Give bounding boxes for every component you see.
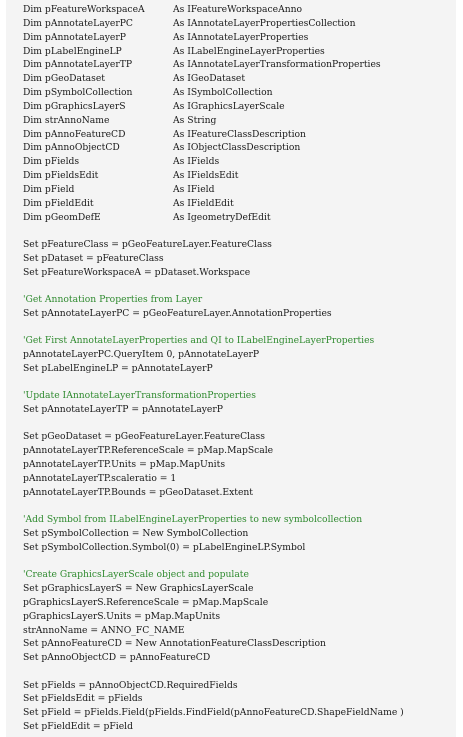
code-line bbox=[23, 3, 456, 17]
code-line: Set pSymbolCollection.Symbol(0) = pLabelEngineLP.Symbol bbox=[23, 541, 306, 553]
code-line bbox=[23, 183, 456, 197]
declaration-name: Dim pLabelEngineLP bbox=[23, 45, 122, 57]
code-block bbox=[23, 334, 456, 376]
code-block bbox=[23, 513, 456, 555]
code-line: pAnnotateLayerTP.ReferenceScale = pMap.MapScale bbox=[23, 445, 274, 457]
code-line bbox=[23, 86, 456, 100]
declaration-type: As String bbox=[173, 114, 217, 126]
blank-line bbox=[23, 665, 456, 679]
code-line: pAnnotateLayerPC.QueryItem 0, pAnnotateLayerP bbox=[23, 349, 260, 361]
declaration-name: Dim pGeomDefE bbox=[23, 211, 101, 223]
code-line: Set pField = pFields.Field(pFields.FindField(pAnnoFeatureCD.ShapeFieldName ) bbox=[23, 707, 404, 719]
declaration-name: Dim pFields bbox=[23, 156, 80, 168]
blank-line bbox=[23, 417, 456, 431]
code-block bbox=[23, 679, 456, 734]
declaration-type: As IFeatureWorkspaceAnno bbox=[173, 4, 303, 15]
code-block bbox=[23, 293, 456, 321]
declaration-name: Dim pAnnotateLayerTP bbox=[23, 59, 133, 71]
declaration-type: As IField bbox=[173, 183, 215, 195]
code-line: Set pGeoDataset = pGeoFeatureLayer.FeatureClass bbox=[23, 431, 265, 443]
code-line: Set pFields = pAnnoObjectCD.RequiredFields bbox=[23, 679, 238, 691]
code-line: pAnnotateLayerTP.Units = pMap.MapUnits bbox=[23, 459, 226, 471]
declaration-name: Dim pGeoDataset bbox=[23, 73, 105, 85]
blank-line bbox=[23, 376, 456, 390]
code-line: Set pAnnoObjectCD = pAnnoFeatureCD bbox=[23, 652, 211, 664]
code-line bbox=[23, 72, 456, 86]
declaration-type: As IFields bbox=[173, 156, 220, 168]
code-line: pAnnotateLayerTP.scaleratio = 1 bbox=[23, 472, 177, 484]
blank-line bbox=[23, 321, 456, 335]
code-line bbox=[23, 197, 456, 211]
code-line: Set pDataset = pFeatureClass bbox=[23, 252, 164, 264]
code-line: Set pFieldsEdit = pFields bbox=[23, 693, 143, 705]
declaration-type: As IAnnotateLayerProperties bbox=[173, 31, 309, 43]
declaration-type: As IAnnotateLayerPropertiesCollection bbox=[173, 17, 356, 29]
code-line: Set pFeatureWorkspaceA = pDataset.Workspace bbox=[23, 266, 251, 278]
code-comment: 'Update IAnnotateLayerTransformationProperties bbox=[23, 390, 256, 402]
declaration-type: As IObjectClassDescription bbox=[173, 142, 301, 154]
code-block bbox=[23, 238, 456, 280]
declaration-name: Dim pGraphicsLayerS bbox=[23, 100, 126, 112]
declaration-name: Dim pFieldsEdit bbox=[23, 170, 99, 182]
code-line bbox=[23, 211, 456, 225]
code-comment: 'Create GraphicsLayerScale object and populate bbox=[23, 569, 249, 581]
declaration-name: Dim pSymbolCollection bbox=[23, 87, 133, 99]
blank-line bbox=[23, 280, 456, 294]
declaration-name: Dim pAnnoObjectCD bbox=[23, 142, 120, 154]
code-line bbox=[23, 141, 456, 155]
declaration-name: Dim pFeatureWorkspaceA bbox=[23, 4, 145, 15]
code-line: Set pLabelEngineLP = pAnnotateLayerP bbox=[23, 362, 213, 374]
code-panel bbox=[6, 0, 456, 737]
code-line bbox=[23, 17, 456, 31]
declaration-name: Dim strAnnoName bbox=[23, 114, 110, 126]
code-line: strAnnoName = ANNO_FC_NAME bbox=[23, 624, 185, 636]
code-line: Set pAnnotateLayerPC = pGeoFeatureLayer.AnnotationProperties bbox=[23, 307, 332, 319]
declaration-type: As IgeometryDefEdit bbox=[173, 211, 271, 223]
code-comment: 'Get First AnnotateLayerProperties and QI to ILabelEngineLayerProperties bbox=[23, 335, 375, 347]
declaration-name: Dim pFieldEdit bbox=[23, 197, 94, 209]
declarations-section bbox=[23, 3, 456, 225]
code-line bbox=[23, 100, 456, 114]
code-line bbox=[23, 31, 456, 45]
code-line bbox=[23, 45, 456, 59]
code-line: Set pSymbolCollection = New SymbolCollection bbox=[23, 528, 249, 539]
code-block bbox=[23, 430, 456, 499]
declaration-type: As ISymbolCollection bbox=[173, 87, 273, 99]
declaration-type: As IFeatureClassDescription bbox=[173, 128, 306, 140]
blank-line bbox=[23, 225, 456, 239]
code-line: pAnnotateLayerTP.Bounds = pGeoDataset.Extent bbox=[23, 486, 253, 498]
code-line bbox=[23, 114, 456, 128]
code-block bbox=[23, 568, 456, 665]
code-line: Set pAnnotateLayerTP = pAnnotateLayerP bbox=[23, 404, 223, 416]
code-line bbox=[23, 128, 456, 142]
code-line bbox=[23, 169, 456, 183]
code-line: Set pFeatureClass = pGeoFeatureLayer.FeatureClass bbox=[23, 239, 272, 250]
blank-line bbox=[23, 500, 456, 514]
code-block bbox=[23, 389, 456, 417]
declaration-type: As IFieldsEdit bbox=[173, 170, 239, 182]
declaration-type: As IGeoDataset bbox=[173, 73, 246, 85]
code-line: Set pAnnoFeatureCD = New AnnotationFeatureClassDescription bbox=[23, 638, 326, 650]
code-line bbox=[23, 58, 456, 72]
code-line: Set pGraphicsLayerS = New GraphicsLayerScale bbox=[23, 583, 254, 595]
declaration-name: Dim pAnnotateLayerP bbox=[23, 31, 126, 43]
code-line bbox=[23, 155, 456, 169]
declaration-type: As IGraphicsLayerScale bbox=[173, 100, 285, 112]
code-comment: 'Get Annotation Properties from Layer bbox=[23, 294, 203, 306]
code-line: Set pFieldEdit = pField bbox=[23, 721, 134, 733]
declaration-name: Dim pAnnotateLayerPC bbox=[23, 17, 133, 29]
declaration-type: As ILabelEngineLayerProperties bbox=[173, 45, 325, 57]
declaration-name: Dim pField bbox=[23, 183, 75, 195]
declaration-type: As IAnnotateLayerTransformationProperties bbox=[173, 59, 381, 71]
blank-line bbox=[23, 555, 456, 569]
code-comment: 'Add Symbol from ILabelEngineLayerProperties to new symbolcollection bbox=[23, 514, 363, 526]
declaration-type: As IFieldEdit bbox=[173, 197, 234, 209]
code-line: pGraphicsLayerS.Units = pMap.MapUnits bbox=[23, 610, 221, 622]
code-line: pGraphicsLayerS.ReferenceScale = pMap.MapScale bbox=[23, 596, 269, 608]
declaration-name: Dim pAnnoFeatureCD bbox=[23, 128, 126, 140]
